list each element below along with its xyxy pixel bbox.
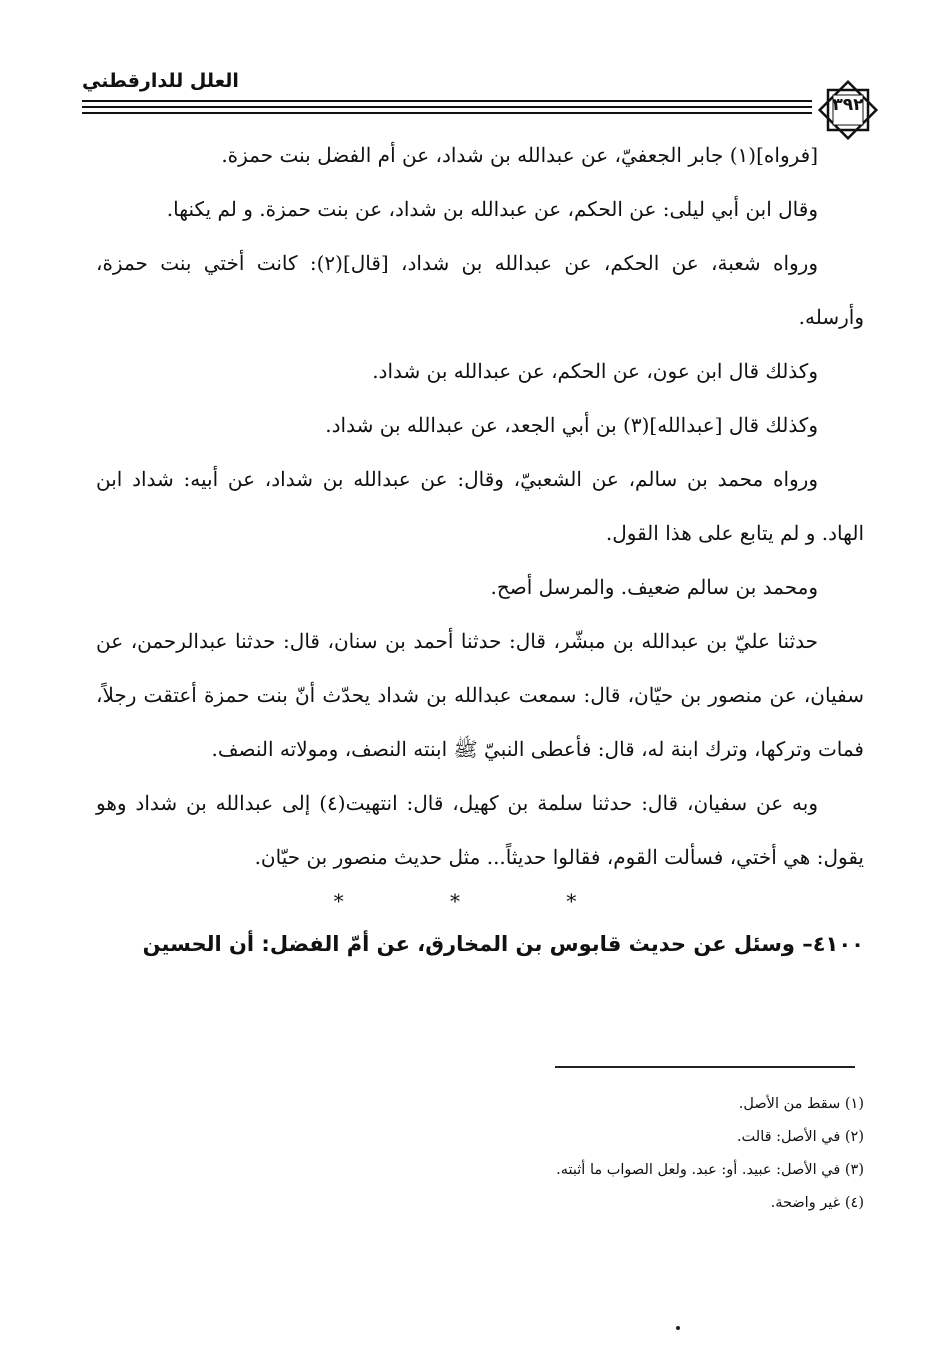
section-separator: * * * bbox=[333, 889, 627, 913]
scan-speck bbox=[676, 1326, 680, 1330]
paragraph: ومحمد بن سالم ضعيف. والمرسل أصح. bbox=[490, 575, 818, 599]
section-heading: ٤١٠٠– وسئل عن حديث قابوس بن المخارق، عن أمّ الفضل: أن الحسين bbox=[142, 932, 864, 956]
book-title: العلل للدارقطني bbox=[82, 70, 239, 92]
footnote: (٤) غير واضحة. bbox=[770, 1195, 864, 1211]
header-rule bbox=[82, 112, 812, 114]
running-header bbox=[82, 62, 882, 132]
paragraph: وكذلك قال ابن عون، عن الحكم، عن عبدالله بن شداد. bbox=[372, 359, 818, 383]
paragraph: وقال ابن أبي ليلى: عن الحكم، عن عبدالله بن شداد، عن بنت حمزة. و لم يكنها. bbox=[166, 197, 818, 221]
page-number: ٣٩٢ bbox=[832, 95, 864, 115]
paragraph: ورواه محمد بن سالم، عن الشعبيّ، وقال: عن عبدالله بن شداد، عن أبيه: شداد ابن الهاد. و لم يتابع على هذا القول. bbox=[96, 467, 864, 545]
paragraph: وكذلك قال [عبدالله](٣) بن أبي الجعد، عن عبدالله بن شداد. bbox=[325, 413, 818, 437]
paragraph: حدثنا عليّ بن عبدالله بن مبشّر، قال: حدثنا أحمد بن سنان، قال: حدثنا عبدالرحمن، عن سفيان، عن منصور بن حيّان، قال: سمعت عبدالله بن شداد يحدّث أنّ بنت حمزة أعتقت رجلاً، فمات وتركها، وترك ابنة له، قال: فأعطى النبيّ ﷺ ابنته النصف، ومولاته النصف. bbox=[96, 629, 865, 761]
footnote: (٢) في الأصل: قالت. bbox=[736, 1129, 864, 1145]
header-rule bbox=[82, 106, 812, 108]
footnote: (٣) في الأصل: عبيد. أو: عبد. ولعل الصواب ما أثبته. bbox=[556, 1162, 864, 1178]
paragraph: [فرواه](١) جابر الجعفيّ، عن عبدالله بن شداد، عن أم الفضل بنت حمزة. bbox=[221, 143, 818, 167]
main-text bbox=[96, 128, 864, 970]
footnotes bbox=[400, 1088, 864, 1220]
footnote-divider bbox=[555, 1066, 855, 1068]
footnote: (١) سقط من الأصل. bbox=[738, 1096, 864, 1112]
paragraph: وبه عن سفيان، قال: حدثنا سلمة بن كهيل، قال: انتهيت(٤) إلى عبدالله بن شداد وهو يقول: هي أختي، فسألت القوم، فقالوا حديثاً... مثل حديث منصور بن حيّان. bbox=[96, 791, 864, 869]
header-rule bbox=[82, 100, 812, 102]
paragraph: ورواه شعبة، عن الحكم، عن عبدالله بن شداد، [قال](٢): كانت أختي بنت حمزة، وأرسله. bbox=[96, 251, 864, 329]
